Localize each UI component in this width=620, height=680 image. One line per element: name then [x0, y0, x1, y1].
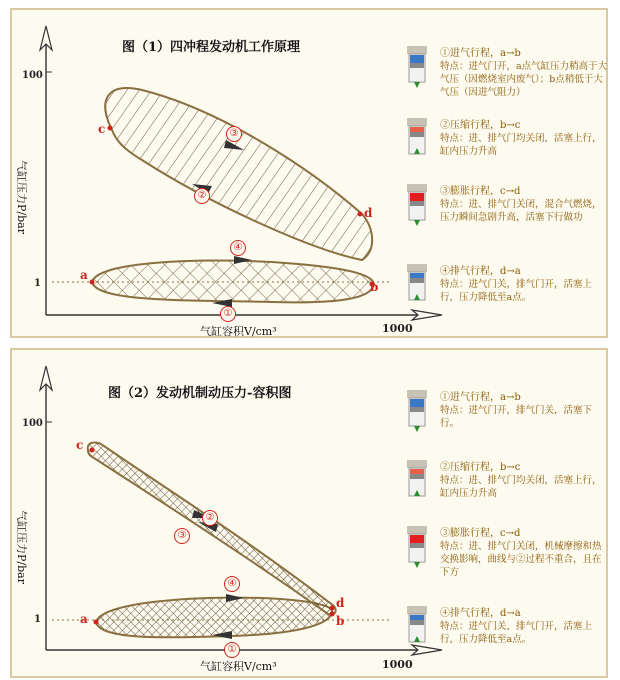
step-expansion-desc: 特点：进、排气门关闭，机械摩擦和热交换影响，曲线与②过程不重合，且在下方 [440, 541, 602, 578]
x-tick-1000: 1000 [382, 658, 413, 671]
step-expansion-title: ③膨胀行程，c→d [440, 186, 521, 197]
panel-1-title: 图（1）四冲程发动机工作原理 [122, 40, 301, 55]
diagram-panel-1 [10, 8, 608, 338]
step-intake-title: ①进气行程，a→b [440, 392, 521, 403]
step-intake-desc: 特点：进气门开，排气门关，活塞下行。 [440, 405, 593, 429]
step-expansion-title: ③膨胀行程，c→d [440, 528, 521, 539]
cylinder-compression-icon [404, 116, 430, 160]
cylinder-exhaust-icon [404, 262, 430, 306]
y-tick-1: 1 [34, 614, 41, 625]
stroke-4-marker: ④ [224, 576, 240, 592]
step-compression-desc: 特点：进、排气门均关闭，活塞上行，缸内压力升高 [440, 475, 602, 499]
panel-2-title: 图（2）发动机制动压力-容积图 [108, 386, 292, 401]
stroke-1-marker: ① [224, 642, 240, 658]
y-tick-100: 100 [22, 70, 43, 81]
point-d-label: d [336, 596, 345, 610]
point-d-dot [330, 606, 335, 611]
diagram-panel-2 [10, 348, 608, 678]
cylinder-intake-icon [404, 44, 430, 88]
stroke-description-list [404, 44, 608, 334]
step-compression-desc: 特点：进、排气门均关闭，活塞上行，缸内压力升高 [440, 133, 602, 157]
point-a-dot [94, 620, 99, 625]
point-d-dot [358, 212, 363, 217]
point-b-dot [330, 612, 335, 617]
cylinder-intake-icon [404, 388, 430, 432]
step-compression-title: ②压缩行程，b→c [440, 462, 521, 473]
stroke-2-marker: ② [202, 510, 218, 526]
point-a-label: a [80, 268, 88, 282]
point-a-dot [90, 280, 95, 285]
y-axis-label: 气缸压力P/bar [15, 160, 28, 234]
y-tick-1: 1 [34, 278, 41, 289]
stroke-1-marker: ① [220, 306, 236, 322]
point-b-label: b [336, 614, 345, 628]
y-tick-100: 100 [22, 418, 43, 429]
step-exhaust-title: ④排气行程，d→a [440, 608, 521, 619]
point-c-dot [108, 126, 113, 131]
x-axis-label: 气缸容积V/cm³ [200, 325, 277, 338]
point-c-label: c [98, 122, 106, 136]
compression-expansion-loop [105, 88, 372, 260]
cylinder-expansion-icon [404, 182, 430, 226]
step-intake-desc: 特点：进气门开，a点气缸压力稍高于大气压（因燃烧室内废气）；b点稍低于大气压（因进气阻力） [440, 61, 608, 98]
cylinder-expansion-icon [404, 524, 430, 568]
point-d-label: d [364, 206, 373, 220]
stroke-4-marker: ④ [230, 240, 246, 256]
point-c-label: c [76, 438, 84, 452]
intake-exhaust-loop [92, 261, 374, 303]
step-expansion-desc: 特点：进、排气门关闭，混合气燃烧，压力瞬间急剧升高，活塞下行做功 [440, 199, 602, 223]
intake-exhaust-loop [96, 598, 332, 638]
stroke-description-list [404, 388, 604, 678]
stroke-3-marker: ③ [226, 126, 242, 142]
step-exhaust-desc: 特点：进气门关，排气门开，活塞上行，压力降低至a点。 [440, 621, 593, 645]
y-axis-label: 气缸压力P/bar [15, 510, 28, 584]
cylinder-exhaust-icon [404, 604, 430, 648]
step-exhaust-title: ④排气行程，d→a [440, 266, 521, 277]
point-b-label: b [370, 280, 379, 294]
step-compression-title: ②压缩行程，b→c [440, 120, 521, 131]
step-exhaust-desc: 特点：进气门关，排气门开，活塞上行，压力降低至a点。 [440, 279, 593, 303]
x-axis-label: 气缸容积V/cm³ [200, 660, 277, 673]
point-c-dot [90, 448, 95, 453]
cylinder-compression-icon [404, 458, 430, 502]
point-a-label: a [80, 612, 88, 626]
stroke-2-marker: ② [194, 188, 210, 204]
step-intake-title: ①进气行程，a→b [440, 48, 521, 59]
stroke-3-marker: ③ [174, 528, 190, 544]
x-tick-1000: 1000 [382, 322, 413, 335]
